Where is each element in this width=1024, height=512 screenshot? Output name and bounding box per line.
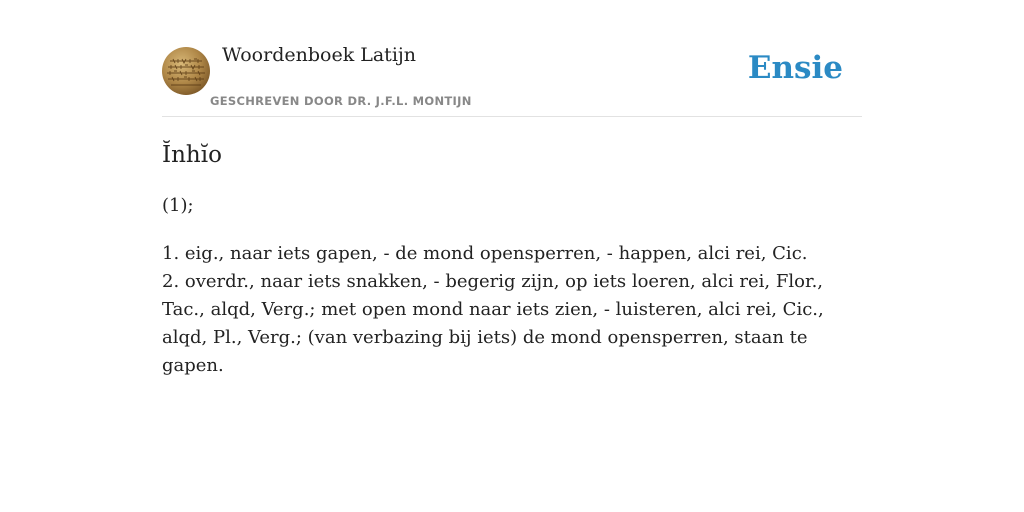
entry-grammar: (1); [162,195,194,216]
header [162,0,862,117]
sense-1: 1. eig., naar iets gapen, - de mond opensperren, - happen, alci rei, Cic. [162,243,808,264]
latin-inscription-coin-icon [162,47,210,95]
entry-headword: Ĭnhĭo [162,142,222,168]
book-cover-avatar[interactable] [162,47,210,95]
book-title[interactable]: Woordenboek Latijn [222,44,417,66]
entry-senses [162,240,862,380]
author-byline: GESCHREVEN DOOR DR. J.F.L. MONTIJN [210,94,472,108]
entry-content [162,136,862,380]
brand-logo[interactable]: Ensie [747,50,843,86]
sense-2: 2. overdr., naar iets snakken, - begerig zijn, op iets loeren, alci rei, Flor., Tac., alqd, Verg.; met open mond naar iets zien, - luisteren, alci rei, Cic., alqd, Pl., Verg.; (van verbazing bij iets) de mond opensperren, staan te gapen. [162,271,824,376]
